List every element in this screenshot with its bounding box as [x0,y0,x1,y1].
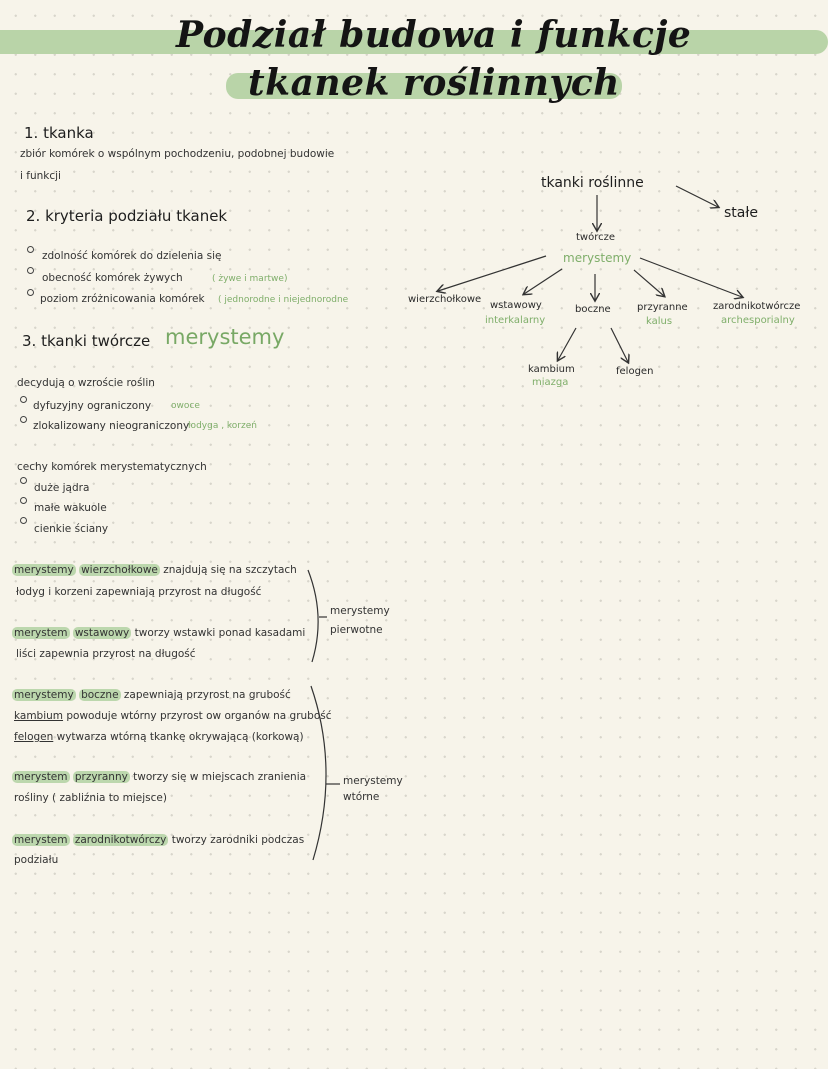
arrow-to-kambium [558,328,576,360]
secondary-entry-1-hl1: merystemy [14,689,74,701]
criteria-item-3-note: ( jednorodne i niejednorodne [218,295,349,305]
arrow-to-leaf-2 [524,269,562,294]
primary-entry-1-line2: łodyg i korzeni zapewniają przyrost na długość [16,586,262,598]
primary-entry-2-line2: liści zapewnia przyrost na długość [16,648,196,660]
tree-leaf-1: wierzchołkowe [408,294,482,305]
tree-lateral-2: felogen [616,366,654,377]
secondary-label-line2: wtórne [343,791,380,803]
division-item-1: dyfuzyjny ograniczony [33,400,152,412]
arrow-root-to-stale [676,186,718,207]
section1-text-line1: zbiór komórek o wspólnym pochodzeniu, podobnej budowie [20,148,335,160]
feature-item-1: duże jądra [34,482,90,494]
tree-lateral-1-sub: miazga [532,377,569,388]
tree-leaf-4-sub: kalus [646,316,673,327]
tree-creative-green: merystemy [563,251,632,265]
tree-leaf-2: wstawowy [490,300,542,311]
primary-entry-1-rest: znajdują się na szczytach [159,564,297,576]
arrow-to-leaf-5 [640,258,742,297]
felogen-desc: wytwarza wtórną tkankę okrywającą (korkową) [53,731,304,743]
secondary-entry-3-hl2: zarodnikotwórczy [74,834,167,846]
secondary-entry-3-hl1: merystem [14,834,68,846]
section3-heading-green: merystemy [165,325,285,349]
secondary-entry-3-rest: tworzy zarodniki podczas [168,834,305,846]
section3-intro: decydują o wzroście roślin [17,377,155,389]
section1-text-line2: i funkcji [20,170,61,182]
criteria-item-3: poziom zróżnicowania komórek [40,293,205,305]
tree-leaf-5: zarodnikotwórcze [713,301,801,312]
arrow-to-felogen [611,328,628,362]
kambium-underlined: kambium [14,710,64,722]
tree-leaf-5-sub: archesporialny [721,315,795,326]
division-item-2: zlokalizowany nieograniczony [33,420,190,432]
felogen-underlined: felogen [14,731,54,743]
primary-entry-1-hl2: wierzchołkowe [81,564,158,576]
feature-item-3: cienkie ściany [34,523,109,535]
tree-root: tkanki roślinne [541,175,644,191]
brace-secondary [311,686,326,860]
section1-heading: 1. tkanka [24,124,94,142]
tree-leaf-4: przyranne [637,302,688,313]
primary-entry-1-hl1: merystemy [14,564,74,576]
primary-entry-2-hl1: merystem [14,627,68,639]
section2-heading: 2. kryteria podziału tkanek [26,207,228,225]
criteria-item-1: zdolność komórek do dzielenia się [42,250,222,262]
secondary-entry-2-line2: rośliny ( zabliźnia to miejsce) [14,792,167,804]
primary-entry-2-hl2: wstawowy [74,627,130,639]
secondary-entry-1-hl2: boczne [81,689,119,701]
secondary-entry-2-hl1: merystem [14,771,68,783]
kambium-desc: powoduje wtórny przyrost ow organów na grubość [63,710,332,722]
secondary-entry-2-hl2: przyranny [74,771,128,783]
division-item-2-note: łodyga , korzeń [188,421,257,431]
division-item-1-note: owoce [171,401,200,411]
criteria-item-2: obecność komórek żywych [42,272,183,284]
secondary-entry-2-rest: tworzy się w miejscach zranienia [129,771,307,783]
primary-entry-2-rest: tworzy wstawki ponad kasadami [131,627,306,639]
primary-label-line2: pierwotne [330,624,383,636]
section3-heading: 3. tkanki twórcze [22,332,151,350]
secondary-entry-1-rest: zapewniają przyrost na grubość [120,689,291,701]
tree-leaf-3: boczne [575,304,611,315]
arrow-to-leaf-1 [438,256,546,291]
tree-lateral-1: kambium [528,364,575,375]
tree-creative: twórcze [576,232,616,243]
features-title: cechy komórek merystematycznych [17,461,207,473]
secondary-entry-3-line2: podziału [14,854,59,866]
tree-right-stale: stałe [724,205,758,221]
page-title-line1: Podział budowa i funkcje [176,14,692,56]
brace-primary [308,570,318,662]
tree-leaf-2-sub: interkalarny [485,315,546,326]
secondary-label-line1: merystemy [343,775,403,787]
arrow-to-leaf-4 [634,270,664,296]
primary-label-line1: merystemy [330,605,390,617]
feature-item-2: małe wakuole [34,502,107,514]
page-title-line2: tkanek roślinnych [248,62,620,104]
criteria-item-2-note: ( żywe i martwe) [212,274,288,284]
